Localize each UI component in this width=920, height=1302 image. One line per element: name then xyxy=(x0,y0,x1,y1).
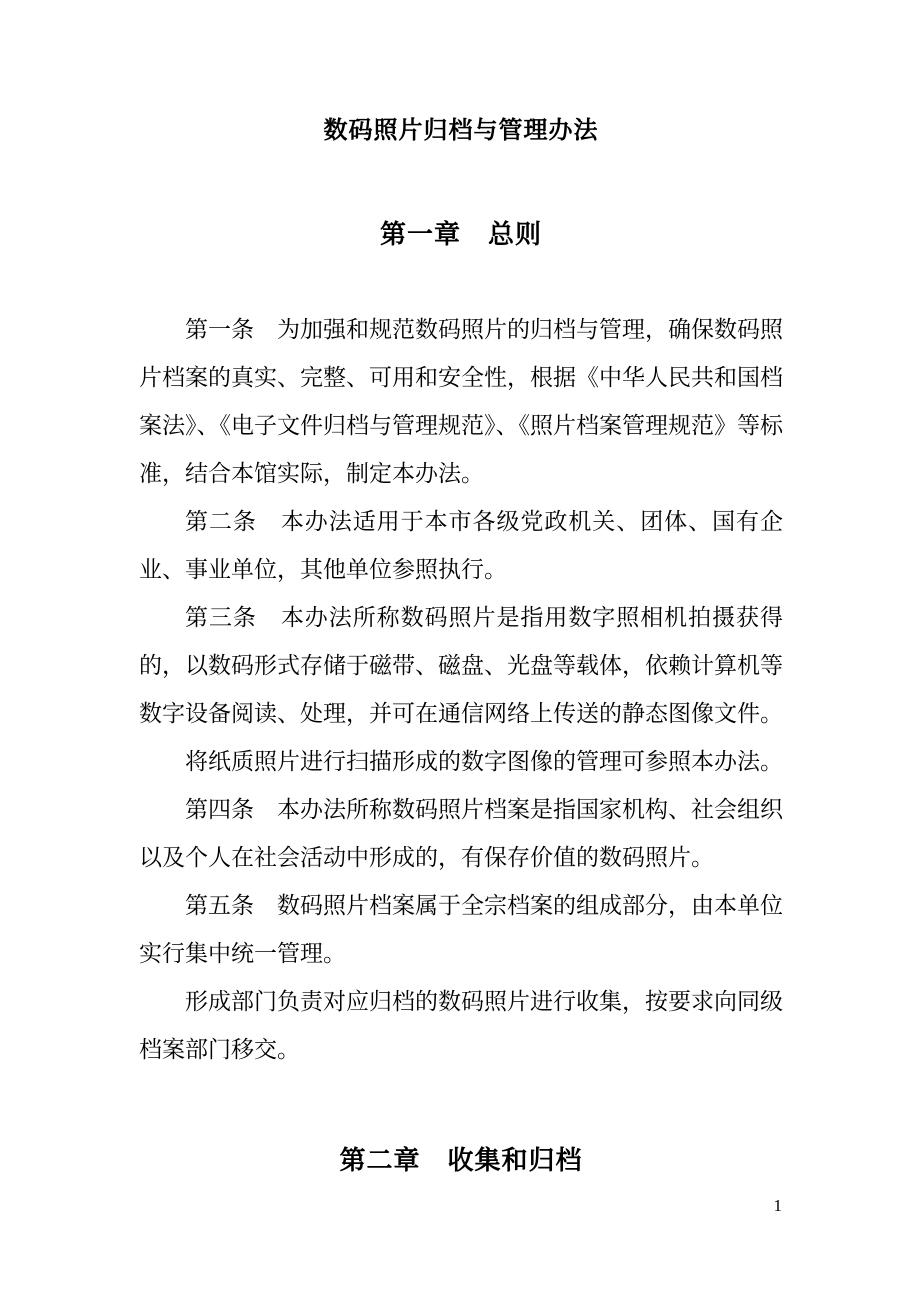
paragraph-article-5-continuation: 形成部门负责对应归档的数码照片进行收集，按要求向同级档案部门移交。 xyxy=(139,989,783,1062)
paragraph-article-3-continuation: 将纸质照片进行扫描形成的数字图像的管理可参照本办法。 xyxy=(185,749,783,774)
chapter-2-heading: 第二章 收集和归档 xyxy=(339,1145,583,1175)
paragraph-article-1: 第一条 为加强和规范数码照片的归档与管理，确保数码照片档案的真实、完整、可用和安全性，根据《中华人民共和国档案法》、《电子文件归档与管理规范》、《照片档案管理规范》等标准，结合本馆实际，制定本办法。 xyxy=(139,317,783,486)
paragraph-article-4: 第四条 本办法所称数码照片档案是指国家机构、社会组织以及个人在社会活动中形成的，有保存价值的数码照片。 xyxy=(139,797,783,870)
paragraph-article-5: 第五条 数码照片档案属于全宗档案的组成部分，由本单位实行集中统一管理。 xyxy=(139,893,783,966)
paragraph-article-2: 第二条 本办法适用于本市各级党政机关、团体、国有企业、事业单位，其他单位参照执行。 xyxy=(139,509,783,582)
chapter-1-heading: 第一章 总则 xyxy=(379,219,542,249)
document-title: 数码照片归档与管理办法 xyxy=(323,117,599,144)
paragraph-article-3: 第三条 本办法所称数码照片是指用数字照相机拍摄获得的，以数码形式存储于磁带、磁盘、光盘等载体，依赖计算机等数字设备阅读、处理，并可在通信网络上传送的静态图像文件。 xyxy=(139,605,783,726)
page-number: 1 xyxy=(773,1196,782,1215)
document-body xyxy=(139,306,783,1074)
